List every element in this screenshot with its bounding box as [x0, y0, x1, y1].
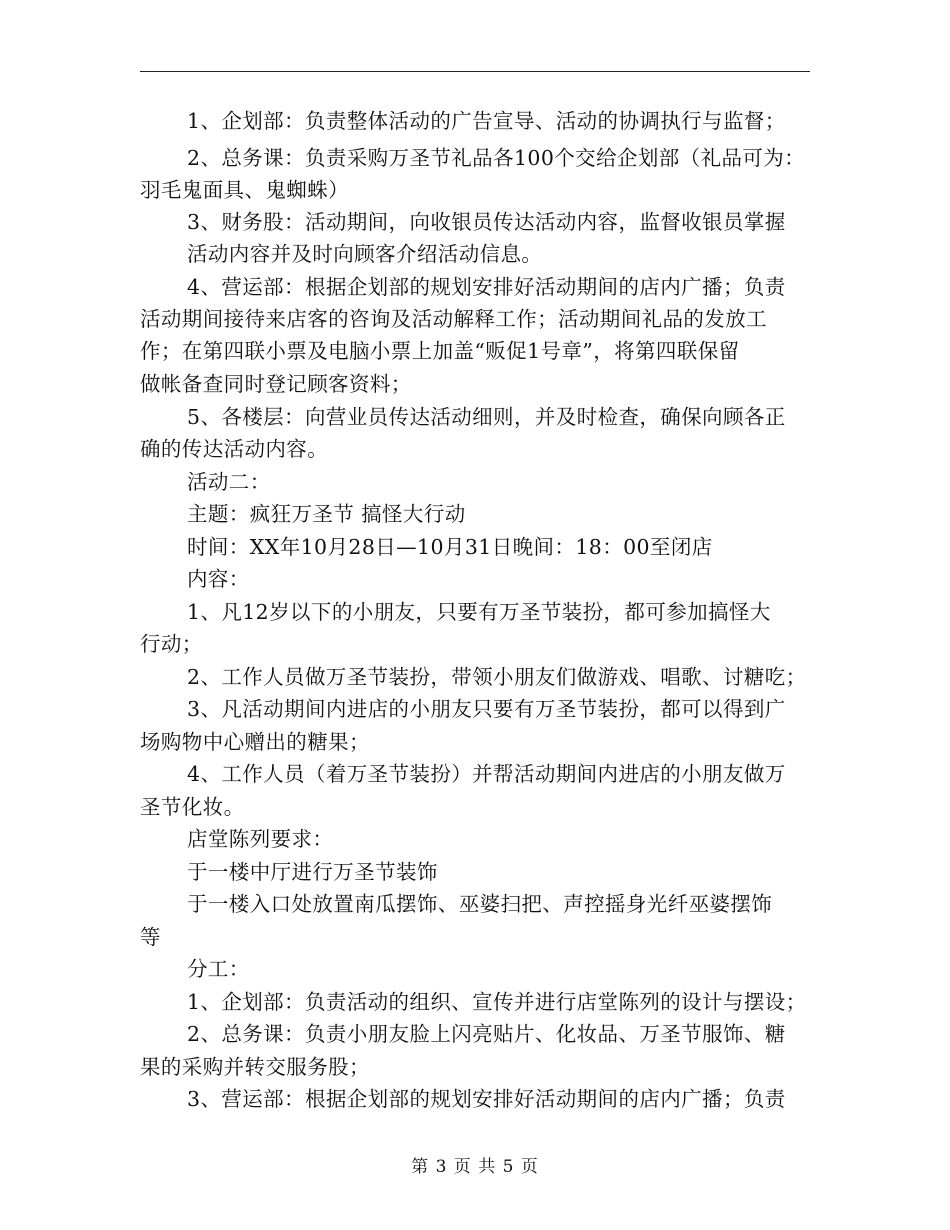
text-line: 5、各楼层：向营业员传达活动细则，并及时检查，确保向顾各正 — [187, 405, 786, 429]
text-line: 等 — [140, 925, 161, 949]
section-heading: 活动二： — [187, 470, 271, 494]
text-line: 4、工作人员（着万圣节装扮）并帮活动期间内进店的小朋友做万 — [187, 762, 786, 786]
text-line: 3、凡活动期间内进店的小朋友只要有万圣节装扮，都可以得到广 — [187, 697, 786, 721]
text-line: 作；在第四联小票及电脑小票上加盖“贩促1号章”，将第四联保留 — [140, 339, 740, 363]
text-line: 于一楼中厅进行万圣节装饰 — [187, 860, 438, 884]
text-line: 圣节化妆。 — [140, 795, 245, 819]
text-line: 活动期间接待来店客的咨询及活动解释工作；活动期间礼品的发放工 — [140, 307, 767, 331]
text-line: 4、营运部：根据企划部的规划安排好活动期间的店内广播；负责 — [187, 275, 786, 299]
section-heading: 分工： — [187, 957, 250, 981]
text-line: 行动； — [140, 632, 203, 656]
text-line: 场购物中心赠出的糖果； — [140, 730, 370, 754]
text-line: 2、总务课：负责采购万圣节礼品各100个交给企划部（礼品可为： — [187, 146, 806, 170]
text-line: 于一楼入口处放置南瓜摆饰、巫婆扫把、声控摇身光纤巫婆摆饰 — [187, 892, 773, 916]
text-line: 内容： — [187, 567, 250, 591]
text-line: 1、凡12岁以下的小朋友，只要有万圣节装扮，都可参加搞怪大 — [187, 600, 771, 624]
text-line: 时间：XX年10月28日—10月31日晚间：18：00至闭店 — [187, 535, 713, 559]
text-line: 羽毛鬼面具、鬼蜘蛛） — [140, 178, 349, 202]
text-line: 1、企划部：负责活动的组织、宣传并进行店堂陈列的设计与摆设； — [187, 990, 807, 1014]
text-line: 确的传达活动内容。 — [140, 437, 329, 461]
text-line: 2、总务课：负责小朋友脸上闪亮贴片、化妆品、万圣节服饰、糖 — [187, 1022, 786, 1046]
text-line: 3、财务股：活动期间，向收银员传达活动内容，监督收银员掌握 — [187, 210, 786, 234]
text-line: 果的采购并转交服务股； — [140, 1055, 370, 1079]
text-line: 3、营运部：根据企划部的规划安排好活动期间的店内广播；负责 — [187, 1087, 786, 1111]
header-rule — [140, 71, 810, 72]
text-line: 做帐备查同时登记顾客资料； — [140, 372, 412, 396]
text-line: 1、企划部：负责整体活动的广告宣导、活动的协调执行与监督； — [187, 109, 786, 133]
text-line: 活动内容并及时向顾客介绍活动信息。 — [187, 242, 543, 266]
text-line: 主题：疯狂万圣节 搞怪大行动 — [187, 502, 466, 526]
page-number: 第 3 页 共 5 页 — [411, 1157, 539, 1177]
section-heading: 店堂陈列要求： — [187, 827, 334, 851]
text-line: 2、工作人员做万圣节装扮，带领小朋友们做游戏、唱歌、讨糖吃； — [187, 665, 807, 689]
